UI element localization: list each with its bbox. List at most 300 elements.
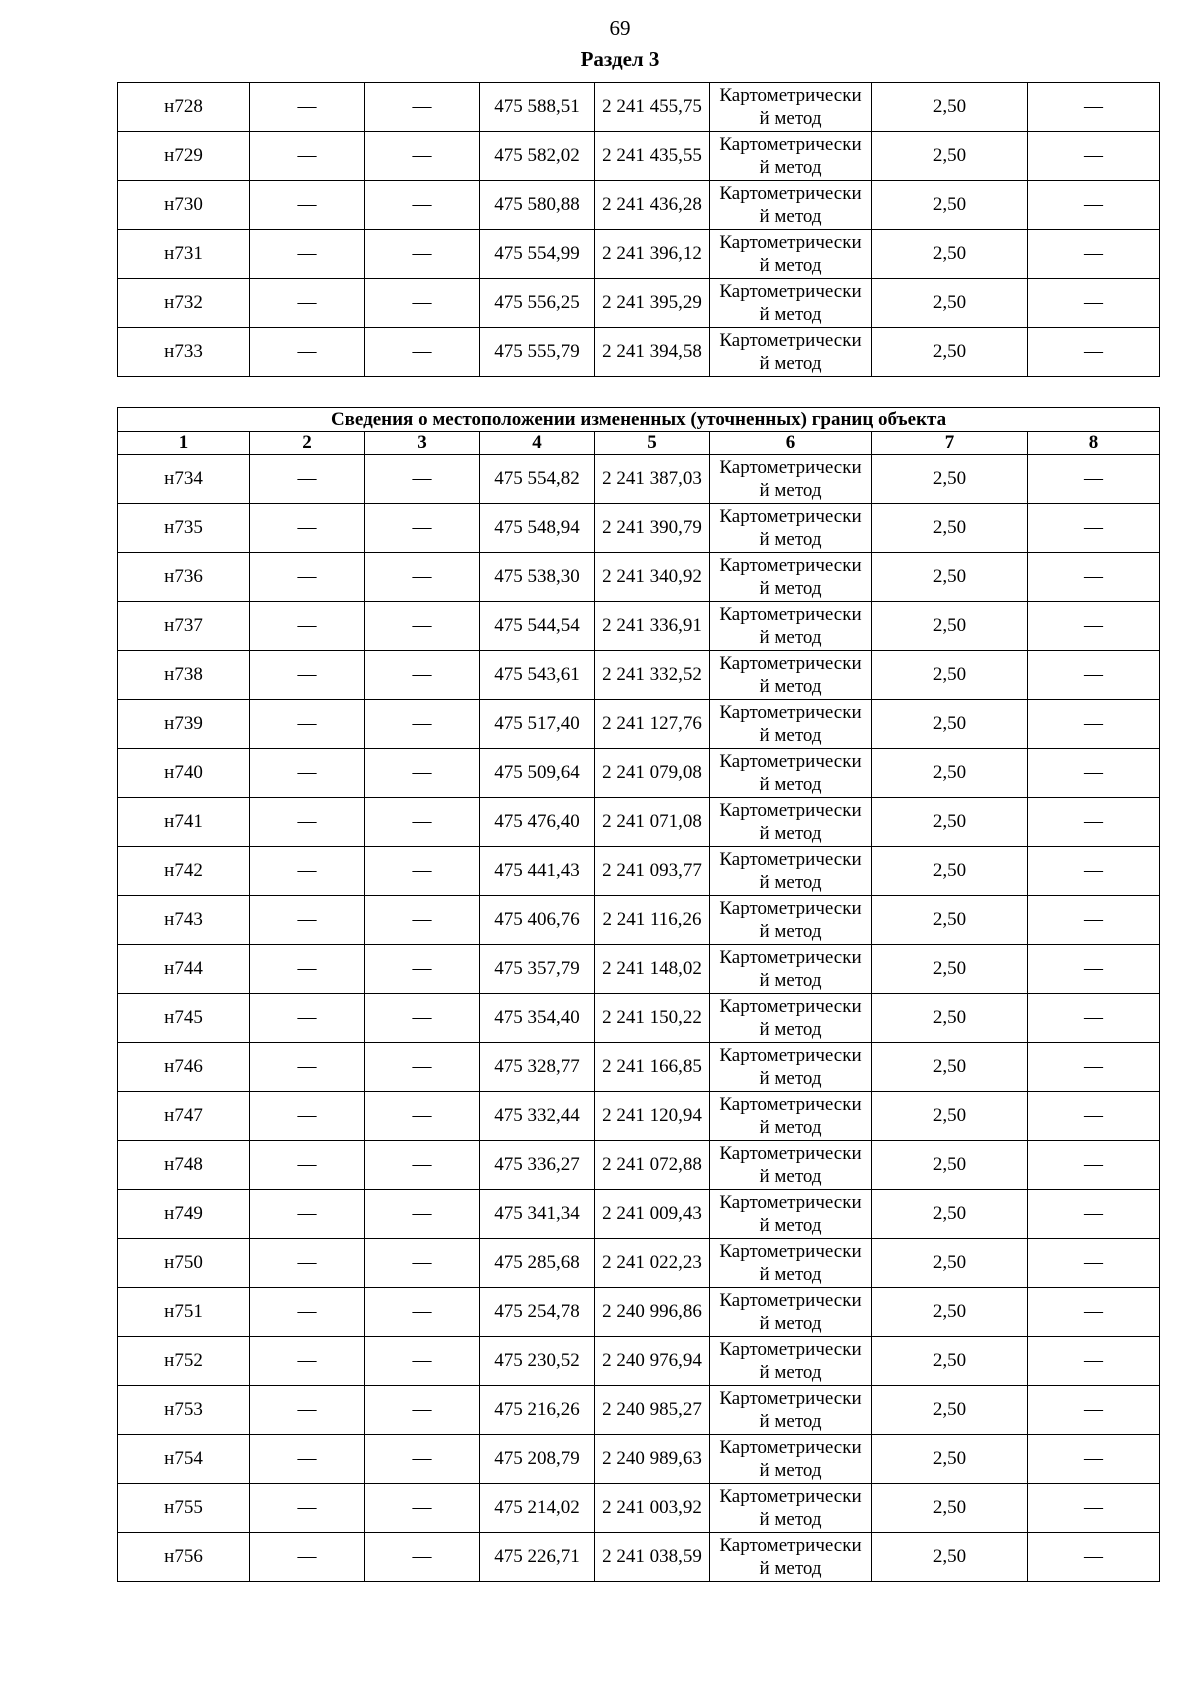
empty-dash: — — [250, 994, 365, 1043]
table-row — [118, 945, 1160, 994]
coordinate-x: 475 354,40 — [480, 994, 595, 1043]
method-text-line1: Картометрически — [719, 330, 862, 351]
empty-dash: — — [250, 1533, 365, 1582]
accuracy-value: 2,50 — [872, 700, 1028, 749]
section-title: Раздел 3 — [580, 47, 660, 71]
accuracy-value: 2,50 — [872, 1435, 1028, 1484]
empty-dash: — — [365, 1288, 480, 1337]
empty-dash: — — [250, 651, 365, 700]
empty-dash: — — [365, 1337, 480, 1386]
point-label: н747 — [118, 1092, 250, 1141]
accuracy-value: 2,50 — [872, 1190, 1028, 1239]
empty-dash: — — [1028, 1533, 1160, 1582]
table-row — [118, 132, 1160, 181]
coordinate-x: 475 582,02 — [480, 132, 595, 181]
method-text-line2: й метод — [759, 627, 822, 648]
accuracy-value: 2,50 — [872, 896, 1028, 945]
empty-dash: — — [250, 602, 365, 651]
point-label: н735 — [118, 504, 250, 553]
empty-dash: — — [1028, 1337, 1160, 1386]
point-label: н743 — [118, 896, 250, 945]
empty-dash: — — [1028, 1092, 1160, 1141]
method-text-line2: й метод — [759, 255, 822, 276]
method-cell — [710, 700, 872, 749]
empty-dash: — — [250, 749, 365, 798]
point-label: н755 — [118, 1484, 250, 1533]
method-cell — [710, 1386, 872, 1435]
accuracy-value: 2,50 — [872, 1386, 1028, 1435]
method-text-line2: й метод — [759, 1411, 822, 1432]
table-row — [118, 1190, 1160, 1239]
method-text-line2: й метод — [759, 1215, 822, 1236]
table-row — [118, 1043, 1160, 1092]
empty-dash: — — [365, 651, 480, 700]
method-text-line2: й метод — [759, 1362, 822, 1383]
point-label: н738 — [118, 651, 250, 700]
accuracy-value: 2,50 — [872, 1337, 1028, 1386]
method-text-line1: Картометрически — [719, 800, 862, 821]
empty-dash: — — [365, 1484, 480, 1533]
coordinate-x: 475 544,54 — [480, 602, 595, 651]
point-label: н753 — [118, 1386, 250, 1435]
coordinate-y: 2 241 120,94 — [595, 1092, 710, 1141]
method-text-line1: Картометрически — [719, 555, 862, 576]
accuracy-value: 2,50 — [872, 798, 1028, 847]
method-cell — [710, 651, 872, 700]
coordinate-y: 2 241 072,88 — [595, 1141, 710, 1190]
column-number: 4 — [480, 432, 595, 455]
empty-dash: — — [250, 230, 365, 279]
method-cell — [710, 1337, 872, 1386]
table-body — [118, 408, 1160, 1582]
empty-dash: — — [365, 279, 480, 328]
point-label: н731 — [118, 230, 250, 279]
empty-dash: — — [250, 1435, 365, 1484]
table-row — [118, 1092, 1160, 1141]
table-title-row — [118, 408, 1160, 432]
method-cell — [710, 504, 872, 553]
point-label: н756 — [118, 1533, 250, 1582]
empty-dash: — — [365, 1386, 480, 1435]
table-row — [118, 553, 1160, 602]
coordinates-table-continued — [117, 82, 1160, 377]
coordinate-y: 2 241 396,12 — [595, 230, 710, 279]
table-row — [118, 328, 1160, 377]
empty-dash: — — [250, 279, 365, 328]
table-row — [118, 504, 1160, 553]
method-text-line1: Картометрически — [719, 653, 862, 674]
empty-dash: — — [250, 945, 365, 994]
method-text-line2: й метод — [759, 529, 822, 550]
empty-dash: — — [365, 1092, 480, 1141]
method-cell — [710, 455, 872, 504]
method-cell — [710, 1484, 872, 1533]
accuracy-value: 2,50 — [872, 328, 1028, 377]
empty-dash: — — [1028, 279, 1160, 328]
method-cell — [710, 896, 872, 945]
method-text-line2: й метод — [759, 353, 822, 374]
coordinate-x: 475 509,64 — [480, 749, 595, 798]
method-cell — [710, 602, 872, 651]
empty-dash: — — [365, 455, 480, 504]
method-text-line1: Картометрически — [719, 702, 862, 723]
coordinate-x: 475 548,94 — [480, 504, 595, 553]
method-text-line1: Картометрически — [719, 1290, 862, 1311]
coordinate-y: 2 241 435,55 — [595, 132, 710, 181]
table-row — [118, 455, 1160, 504]
empty-dash: — — [250, 504, 365, 553]
method-text-line1: Картометрически — [719, 1339, 862, 1360]
empty-dash: — — [1028, 700, 1160, 749]
method-text-line2: й метод — [759, 1264, 822, 1285]
coordinate-y: 2 241 332,52 — [595, 651, 710, 700]
method-text-line1: Картометрически — [719, 1192, 862, 1213]
method-text-line2: й метод — [759, 108, 822, 129]
table-row — [118, 1533, 1160, 1582]
empty-dash: — — [1028, 83, 1160, 132]
table-row — [118, 896, 1160, 945]
empty-dash: — — [1028, 798, 1160, 847]
table-row — [118, 181, 1160, 230]
empty-dash: — — [365, 1141, 480, 1190]
empty-dash: — — [250, 181, 365, 230]
empty-dash: — — [365, 328, 480, 377]
coordinate-x: 475 230,52 — [480, 1337, 595, 1386]
accuracy-value: 2,50 — [872, 994, 1028, 1043]
accuracy-value: 2,50 — [872, 504, 1028, 553]
table-row — [118, 700, 1160, 749]
empty-dash: — — [250, 1337, 365, 1386]
point-label: н752 — [118, 1337, 250, 1386]
table-row — [118, 279, 1160, 328]
method-text-line1: Картометрически — [719, 1486, 862, 1507]
method-cell — [710, 994, 872, 1043]
table-row — [118, 1435, 1160, 1484]
method-text-line2: й метод — [759, 921, 822, 942]
table-row — [118, 798, 1160, 847]
method-text-line2: й метод — [759, 1068, 822, 1089]
method-text-line1: Картометрически — [719, 849, 862, 870]
column-number: 7 — [872, 432, 1028, 455]
accuracy-value: 2,50 — [872, 1141, 1028, 1190]
point-label: н748 — [118, 1141, 250, 1190]
empty-dash: — — [1028, 1435, 1160, 1484]
coordinate-x: 475 214,02 — [480, 1484, 595, 1533]
empty-dash: — — [1028, 230, 1160, 279]
coordinate-x: 475 216,26 — [480, 1386, 595, 1435]
accuracy-value: 2,50 — [872, 1533, 1028, 1582]
coordinate-x: 475 406,76 — [480, 896, 595, 945]
table-row — [118, 1288, 1160, 1337]
empty-dash: — — [250, 700, 365, 749]
table-body — [118, 83, 1160, 377]
method-text-line1: Картометрически — [719, 604, 862, 625]
coordinate-y: 2 241 116,26 — [595, 896, 710, 945]
method-text-line2: й метод — [759, 872, 822, 893]
column-number: 8 — [1028, 432, 1160, 455]
coordinate-x: 475 517,40 — [480, 700, 595, 749]
method-text-line1: Картометрически — [719, 947, 862, 968]
empty-dash: — — [365, 504, 480, 553]
empty-dash: — — [1028, 455, 1160, 504]
table-row — [118, 847, 1160, 896]
method-text-line1: Картометрически — [719, 1535, 862, 1556]
empty-dash: — — [250, 328, 365, 377]
point-label: н737 — [118, 602, 250, 651]
accuracy-value: 2,50 — [872, 945, 1028, 994]
method-cell — [710, 1043, 872, 1092]
point-label: н751 — [118, 1288, 250, 1337]
method-cell — [710, 749, 872, 798]
method-cell — [710, 798, 872, 847]
method-text-line2: й метод — [759, 1019, 822, 1040]
coordinate-y: 2 241 127,76 — [595, 700, 710, 749]
method-cell — [710, 1092, 872, 1141]
empty-dash: — — [1028, 504, 1160, 553]
point-label: н741 — [118, 798, 250, 847]
method-text-line2: й метод — [759, 725, 822, 746]
empty-dash: — — [250, 455, 365, 504]
method-text-line1: Картометрически — [719, 232, 862, 253]
point-label: н749 — [118, 1190, 250, 1239]
table-row — [118, 1239, 1160, 1288]
coordinate-y: 2 241 003,92 — [595, 1484, 710, 1533]
method-text-line1: Картометрически — [719, 996, 862, 1017]
coordinate-y: 2 241 009,43 — [595, 1190, 710, 1239]
coordinate-y: 2 241 340,92 — [595, 553, 710, 602]
coordinate-x: 475 588,51 — [480, 83, 595, 132]
empty-dash: — — [365, 798, 480, 847]
empty-dash: — — [1028, 1190, 1160, 1239]
empty-dash: — — [250, 132, 365, 181]
method-text-line2: й метод — [759, 480, 822, 501]
coordinate-y: 2 241 071,08 — [595, 798, 710, 847]
method-cell — [710, 847, 872, 896]
empty-dash: — — [250, 798, 365, 847]
method-text-line2: й метод — [759, 774, 822, 795]
method-text-line1: Картометрически — [719, 1045, 862, 1066]
empty-dash: — — [1028, 994, 1160, 1043]
empty-dash: — — [365, 230, 480, 279]
method-text-line2: й метод — [759, 1460, 822, 1481]
coordinate-x: 475 554,82 — [480, 455, 595, 504]
empty-dash: — — [250, 1043, 365, 1092]
coordinate-y: 2 241 166,85 — [595, 1043, 710, 1092]
coordinate-y: 2 240 989,63 — [595, 1435, 710, 1484]
method-text-line1: Картометрически — [719, 183, 862, 204]
column-number-row — [118, 432, 1160, 455]
accuracy-value: 2,50 — [872, 1239, 1028, 1288]
method-cell — [710, 945, 872, 994]
table-row — [118, 1141, 1160, 1190]
empty-dash: — — [1028, 181, 1160, 230]
coordinate-x: 475 538,30 — [480, 553, 595, 602]
accuracy-value: 2,50 — [872, 83, 1028, 132]
point-label: н730 — [118, 181, 250, 230]
point-label: н739 — [118, 700, 250, 749]
coordinate-y: 2 241 394,58 — [595, 328, 710, 377]
coordinate-x: 475 476,40 — [480, 798, 595, 847]
method-cell — [710, 1533, 872, 1582]
accuracy-value: 2,50 — [872, 1092, 1028, 1141]
coordinate-y: 2 240 996,86 — [595, 1288, 710, 1337]
empty-dash: — — [365, 83, 480, 132]
coordinate-y: 2 241 395,29 — [595, 279, 710, 328]
empty-dash: — — [1028, 1386, 1160, 1435]
method-text-line2: й метод — [759, 578, 822, 599]
coordinate-y: 2 241 455,75 — [595, 83, 710, 132]
coordinate-x: 475 543,61 — [480, 651, 595, 700]
table-title: Сведения о местоположении измененных (уточненных) границ объекта — [118, 408, 1160, 432]
coordinate-x: 475 441,43 — [480, 847, 595, 896]
method-text-line1: Картометрически — [719, 457, 862, 478]
empty-dash: — — [1028, 847, 1160, 896]
accuracy-value: 2,50 — [872, 1484, 1028, 1533]
coordinate-y: 2 241 336,91 — [595, 602, 710, 651]
method-text-line2: й метод — [759, 676, 822, 697]
method-cell — [710, 83, 872, 132]
point-label: н728 — [118, 83, 250, 132]
method-cell — [710, 1435, 872, 1484]
column-number: 2 — [250, 432, 365, 455]
table-row — [118, 994, 1160, 1043]
accuracy-value: 2,50 — [872, 279, 1028, 328]
empty-dash: — — [1028, 1484, 1160, 1533]
empty-dash: — — [365, 132, 480, 181]
method-text-line2: й метод — [759, 1117, 822, 1138]
empty-dash: — — [365, 181, 480, 230]
coordinate-x: 475 555,79 — [480, 328, 595, 377]
method-cell — [710, 1239, 872, 1288]
coordinate-x: 475 328,77 — [480, 1043, 595, 1092]
coordinate-y: 2 240 985,27 — [595, 1386, 710, 1435]
method-cell — [710, 230, 872, 279]
method-text-line2: й метод — [759, 157, 822, 178]
coordinate-y: 2 241 148,02 — [595, 945, 710, 994]
table-row — [118, 83, 1160, 132]
point-label: н732 — [118, 279, 250, 328]
table-row — [118, 1337, 1160, 1386]
coordinate-x: 475 254,78 — [480, 1288, 595, 1337]
empty-dash: — — [1028, 651, 1160, 700]
point-label: н745 — [118, 994, 250, 1043]
empty-dash: — — [250, 1190, 365, 1239]
coordinate-x: 475 285,68 — [480, 1239, 595, 1288]
page-number: 69 — [609, 16, 631, 40]
empty-dash: — — [365, 994, 480, 1043]
coordinate-y: 2 241 436,28 — [595, 181, 710, 230]
method-text-line2: й метод — [759, 1166, 822, 1187]
empty-dash: — — [365, 1533, 480, 1582]
coordinate-x: 475 357,79 — [480, 945, 595, 994]
point-label: н733 — [118, 328, 250, 377]
accuracy-value: 2,50 — [872, 455, 1028, 504]
coordinate-y: 2 241 093,77 — [595, 847, 710, 896]
method-cell — [710, 132, 872, 181]
empty-dash: — — [365, 945, 480, 994]
table-row — [118, 1386, 1160, 1435]
point-label: н750 — [118, 1239, 250, 1288]
point-label: н734 — [118, 455, 250, 504]
point-label: н746 — [118, 1043, 250, 1092]
empty-dash: — — [1028, 553, 1160, 602]
empty-dash: — — [250, 847, 365, 896]
accuracy-value: 2,50 — [872, 230, 1028, 279]
coordinate-x: 475 332,44 — [480, 1092, 595, 1141]
method-cell — [710, 181, 872, 230]
method-text-line1: Картометрически — [719, 85, 862, 106]
accuracy-value: 2,50 — [872, 602, 1028, 651]
column-number: 3 — [365, 432, 480, 455]
accuracy-value: 2,50 — [872, 553, 1028, 602]
method-text-line2: й метод — [759, 304, 822, 325]
method-text-line1: Картометрически — [719, 898, 862, 919]
method-text-line2: й метод — [759, 970, 822, 991]
empty-dash: — — [250, 83, 365, 132]
empty-dash: — — [365, 1239, 480, 1288]
empty-dash: — — [1028, 1043, 1160, 1092]
method-text-line2: й метод — [759, 1558, 822, 1579]
table-row — [118, 749, 1160, 798]
point-label: н736 — [118, 553, 250, 602]
empty-dash: — — [365, 602, 480, 651]
method-cell — [710, 328, 872, 377]
accuracy-value: 2,50 — [872, 132, 1028, 181]
empty-dash: — — [250, 1239, 365, 1288]
method-text-line1: Картометрически — [719, 506, 862, 527]
coordinate-x: 475 226,71 — [480, 1533, 595, 1582]
coordinate-y: 2 241 022,23 — [595, 1239, 710, 1288]
empty-dash: — — [365, 1043, 480, 1092]
method-text-line1: Картометрически — [719, 281, 862, 302]
method-cell — [710, 279, 872, 328]
coordinate-x: 475 556,25 — [480, 279, 595, 328]
empty-dash: — — [1028, 749, 1160, 798]
empty-dash: — — [365, 749, 480, 798]
method-cell — [710, 1141, 872, 1190]
coordinates-table — [117, 407, 1160, 1582]
accuracy-value: 2,50 — [872, 1043, 1028, 1092]
empty-dash: — — [250, 1288, 365, 1337]
method-text-line1: Картометрически — [719, 751, 862, 772]
method-cell — [710, 553, 872, 602]
empty-dash: — — [365, 1435, 480, 1484]
empty-dash: — — [1028, 896, 1160, 945]
coordinate-y: 2 240 976,94 — [595, 1337, 710, 1386]
accuracy-value: 2,50 — [872, 181, 1028, 230]
column-number: 5 — [595, 432, 710, 455]
empty-dash: — — [1028, 1141, 1160, 1190]
empty-dash: — — [1028, 1288, 1160, 1337]
empty-dash: — — [1028, 602, 1160, 651]
empty-dash: — — [1028, 132, 1160, 181]
point-label: н742 — [118, 847, 250, 896]
coordinate-y: 2 241 390,79 — [595, 504, 710, 553]
accuracy-value: 2,50 — [872, 847, 1028, 896]
empty-dash: — — [250, 1092, 365, 1141]
method-text-line1: Картометрически — [719, 1437, 862, 1458]
method-text-line2: й метод — [759, 206, 822, 227]
method-text-line1: Картометрически — [719, 1388, 862, 1409]
empty-dash: — — [365, 553, 480, 602]
empty-dash: — — [365, 847, 480, 896]
empty-dash: — — [365, 896, 480, 945]
method-text-line1: Картометрически — [719, 1143, 862, 1164]
empty-dash: — — [1028, 328, 1160, 377]
coordinate-x: 475 336,27 — [480, 1141, 595, 1190]
accuracy-value: 2,50 — [872, 651, 1028, 700]
method-text-line2: й метод — [759, 1313, 822, 1334]
